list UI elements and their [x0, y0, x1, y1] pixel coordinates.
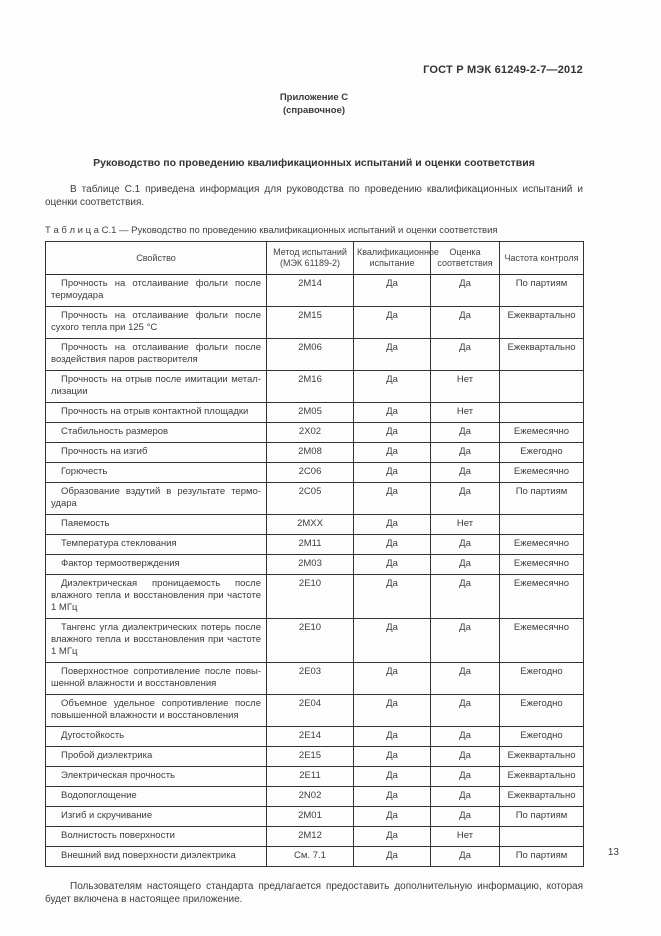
qualification-cell: Да [354, 403, 431, 423]
table-row [46, 555, 584, 575]
frequency-cell: Ежеквартально [500, 787, 584, 807]
header-control-frequency: Частота контроля [500, 242, 584, 275]
frequency-cell: По партиям [500, 847, 584, 867]
table-row [46, 663, 584, 695]
method-cell: См. 7.1 [267, 847, 354, 867]
frequency-cell: По партиям [500, 807, 584, 827]
conformity-cell: Да [431, 787, 500, 807]
method-cell: 2M15 [267, 307, 354, 339]
method-cell: 2E04 [267, 695, 354, 727]
table-row [46, 767, 584, 787]
property-cell: Прочность на отслаивание фольги после сухого тепла при 125 °С [46, 307, 267, 339]
property-cell: Пробой диэлектрика [46, 747, 267, 767]
method-cell: 2N02 [267, 787, 354, 807]
qualification-cell: Да [354, 619, 431, 663]
frequency-cell: Ежеквартально [500, 747, 584, 767]
qualification-cell: Да [354, 787, 431, 807]
annex-subtitle: (справочное) [282, 105, 346, 116]
property-cell: Внешний вид поверхности диэлектрика [46, 847, 267, 867]
frequency-cell: Ежегодно [500, 727, 584, 747]
frequency-cell [500, 827, 584, 847]
conformity-cell: Нет [431, 515, 500, 535]
frequency-cell [500, 515, 584, 535]
qualification-cell: Да [354, 827, 431, 847]
frequency-cell: Ежеквартально [500, 307, 584, 339]
conformity-cell: Да [431, 483, 500, 515]
table-row [46, 535, 584, 555]
property-cell: Изгиб и скручивание [46, 807, 267, 827]
frequency-cell: Ежемесячно [500, 619, 584, 663]
table-row [46, 695, 584, 727]
conformity-cell: Нет [431, 827, 500, 847]
table-row [46, 515, 584, 535]
intro-paragraph: В таблице С.1 приведена информация для руководства по проведению квалификационных испытаний и оценки соответствия. [45, 184, 583, 208]
conformity-cell: Да [431, 663, 500, 695]
frequency-cell: Ежемесячно [500, 575, 584, 619]
qualification-cell: Да [354, 423, 431, 443]
conformity-cell: Нет [431, 403, 500, 423]
table-caption: Т а б л и ц а С.1 — Руководство по проведению квалификационных испытаний и оценки соответствия [45, 225, 498, 236]
qualification-cell: Да [354, 727, 431, 747]
property-cell: Прочность на изгиб [46, 443, 267, 463]
standard-reference: ГОСТ Р МЭК 61249-2-7—2012 [423, 64, 583, 76]
table-row [46, 787, 584, 807]
property-cell: Прочность на отрыв после имитации металлизации [46, 371, 267, 403]
qualification-cell: Да [354, 847, 431, 867]
method-cell: 2E03 [267, 663, 354, 695]
conformity-cell: Да [431, 575, 500, 619]
frequency-cell [500, 403, 584, 423]
frequency-cell: Ежегодно [500, 695, 584, 727]
table-header-row [46, 242, 584, 275]
frequency-cell: Ежемесячно [500, 463, 584, 483]
conformity-cell: Да [431, 275, 500, 307]
table-row [46, 443, 584, 463]
qualification-cell: Да [354, 463, 431, 483]
conformity-cell: Да [431, 807, 500, 827]
method-cell: 2M08 [267, 443, 354, 463]
header-qualification-test: Квалификационное испытание [354, 242, 431, 275]
page-number: 13 [607, 847, 619, 858]
conformity-cell: Нет [431, 371, 500, 403]
property-cell: Фактор термоотверждения [46, 555, 267, 575]
conformity-cell: Да [431, 727, 500, 747]
frequency-cell: Ежемесячно [500, 555, 584, 575]
qualification-cell: Да [354, 535, 431, 555]
table-row [46, 575, 584, 619]
qualification-cell: Да [354, 747, 431, 767]
conformity-cell: Да [431, 619, 500, 663]
qualification-cell: Да [354, 339, 431, 371]
conformity-cell: Да [431, 307, 500, 339]
property-cell: Тангенс угла диэлектрических потерь после влажного тепла и восстановления при частоте 1 МГц [46, 619, 267, 663]
table-body [46, 275, 584, 867]
property-cell: Образование вздутий в результате термоудара [46, 483, 267, 515]
qualification-cell: Да [354, 275, 431, 307]
table-row [46, 403, 584, 423]
method-cell: 2E10 [267, 575, 354, 619]
frequency-cell: По партиям [500, 483, 584, 515]
method-cell: 2M05 [267, 403, 354, 423]
qualification-cell: Да [354, 767, 431, 787]
conformity-cell: Да [431, 695, 500, 727]
property-cell: Стабильность размеров [46, 423, 267, 443]
table-row [46, 463, 584, 483]
footer-note: Пользователям настоящего стандарта предлагается предоставить дополнительную информацию, которая будет включена в настоящее приложение. [45, 881, 583, 905]
property-cell: Горючесть [46, 463, 267, 483]
method-cell: 2E15 [267, 747, 354, 767]
annex-title: Приложение С [279, 92, 349, 103]
property-cell: Дугостойкость [46, 727, 267, 747]
method-cell: 2X02 [267, 423, 354, 443]
property-cell: Электрическая прочность [46, 767, 267, 787]
method-cell: 2E11 [267, 767, 354, 787]
method-cell: 2M14 [267, 275, 354, 307]
qualification-cell: Да [354, 307, 431, 339]
property-cell: Температура стеклования [46, 535, 267, 555]
table-row [46, 275, 584, 307]
qualification-cell: Да [354, 555, 431, 575]
property-cell: Прочность на отслаивание фольги после термоудара [46, 275, 267, 307]
qualification-cell: Да [354, 371, 431, 403]
header-test-method: Метод испытаний (МЭК 61189-2) [267, 242, 354, 275]
conformity-cell: Да [431, 535, 500, 555]
conformity-cell: Да [431, 847, 500, 867]
frequency-cell: Ежеквартально [500, 339, 584, 371]
property-cell: Прочность на отслаивание фольги после воздействия паров растворителя [46, 339, 267, 371]
property-cell: Объемное удельное сопротивление после повышенной влажности и восстановления [46, 695, 267, 727]
conformity-cell: Да [431, 747, 500, 767]
frequency-cell: Ежеквартально [500, 767, 584, 787]
header-conformity-assessment: Оценка соответствия [431, 242, 500, 275]
qualification-cell: Да [354, 575, 431, 619]
method-cell: 2M11 [267, 535, 354, 555]
table-row [46, 483, 584, 515]
table-row [46, 807, 584, 827]
conformity-cell: Да [431, 423, 500, 443]
conformity-cell: Да [431, 339, 500, 371]
method-cell: 2C06 [267, 463, 354, 483]
frequency-cell: По партиям [500, 275, 584, 307]
conformity-cell: Да [431, 463, 500, 483]
qualification-cell: Да [354, 515, 431, 535]
qualification-table [45, 241, 584, 867]
method-cell: 2C05 [267, 483, 354, 515]
method-cell: 2M12 [267, 827, 354, 847]
method-cell: 2MXX [267, 515, 354, 535]
method-cell: 2M16 [267, 371, 354, 403]
qualification-cell: Да [354, 663, 431, 695]
method-cell: 2M06 [267, 339, 354, 371]
table-row [46, 339, 584, 371]
frequency-cell: Ежегодно [500, 443, 584, 463]
table-row [46, 747, 584, 767]
qualification-cell: Да [354, 807, 431, 827]
method-cell: 2M01 [267, 807, 354, 827]
qualification-cell: Да [354, 695, 431, 727]
property-cell: Волнистость поверхности [46, 827, 267, 847]
frequency-cell: Ежемесячно [500, 535, 584, 555]
qualification-cell: Да [354, 483, 431, 515]
property-cell: Водопоглощение [46, 787, 267, 807]
property-cell: Паяемость [46, 515, 267, 535]
table-row [46, 827, 584, 847]
table-row [46, 727, 584, 747]
table-row [46, 619, 584, 663]
method-cell: 2E10 [267, 619, 354, 663]
frequency-cell: Ежемесячно [500, 423, 584, 443]
table-row [46, 307, 584, 339]
property-cell: Прочность на отрыв контактной площадки [46, 403, 267, 423]
method-cell: 2M03 [267, 555, 354, 575]
frequency-cell: Ежегодно [500, 663, 584, 695]
conformity-cell: Да [431, 443, 500, 463]
table-row [46, 371, 584, 403]
property-cell: Диэлектрическая проницаемость после влажного тепла и восстановления при частоте 1 МГц [46, 575, 267, 619]
qualification-cell: Да [354, 443, 431, 463]
conformity-cell: Да [431, 555, 500, 575]
table-row [46, 847, 584, 867]
conformity-cell: Да [431, 767, 500, 787]
method-cell: 2E14 [267, 727, 354, 747]
header-property: Свойство [46, 242, 267, 275]
section-heading: Руководство по проведению квалификационных испытаний и оценки соответствия [93, 157, 535, 169]
property-cell: Поверхностное сопротивление после повышенной влажности и восстановления [46, 663, 267, 695]
table-row [46, 423, 584, 443]
frequency-cell [500, 371, 584, 403]
